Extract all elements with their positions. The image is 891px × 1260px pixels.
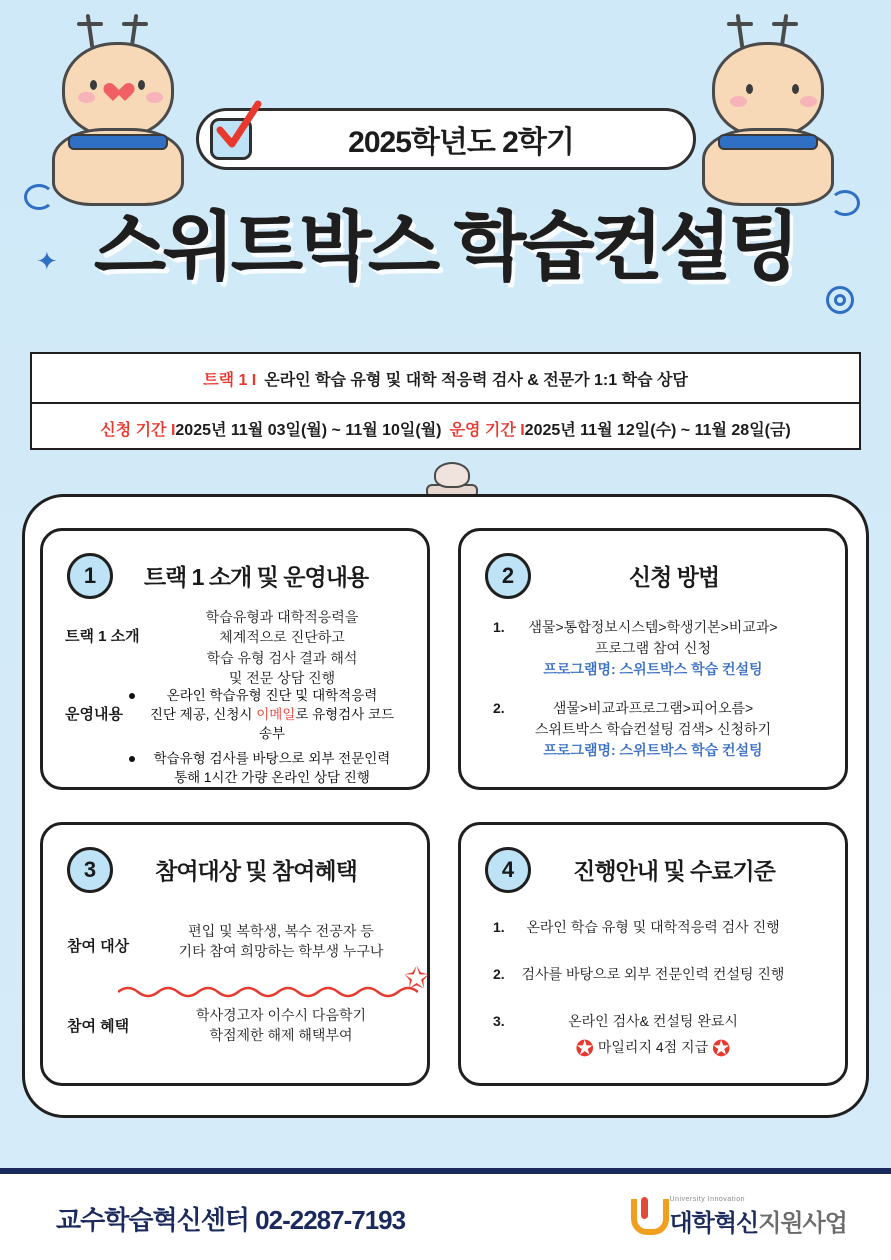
card1-bullet-line: 학습유형 검사를 바탕으로 외부 전문인력	[153, 750, 391, 766]
step-index: 1.	[493, 619, 505, 635]
step-line: 스위트박스 학습컨설팅 검색> 신청하기	[534, 721, 772, 737]
card1-bullet-line	[127, 706, 417, 725]
card1-line: 및 전문 상담 진행	[228, 669, 336, 686]
program-name: 프로그램명: 스위트박스 학습 컨설팅	[543, 661, 763, 677]
track-row	[32, 354, 859, 402]
card1-bullet-line: 송부	[258, 725, 286, 741]
logo-maintext	[670, 1203, 848, 1238]
card3-line: 학점제한 해제 해택부여	[209, 1027, 353, 1044]
page-title: 스위트박스 학습컨설팅	[94, 205, 797, 288]
card-number-badge: 1	[67, 553, 113, 599]
push-pin-head-icon	[434, 462, 470, 488]
list-item	[479, 917, 827, 938]
info-box	[30, 352, 861, 450]
operate-period-value: 2025년 11월 12일(수) ~ 11월 28일(금)	[524, 421, 791, 439]
list-item	[127, 687, 417, 744]
card1-bullet-seg: 로 유형검사 코드	[295, 706, 395, 722]
step-line: 샘물>통합정보시스템>학생기본>비교과>	[528, 619, 778, 635]
step-index: 2.	[493, 966, 505, 982]
apply-period-value: 2025년 11월 03일(월) ~ 11월 10일(월)	[175, 421, 442, 439]
application-steps-list	[461, 617, 845, 775]
semester-pill	[196, 108, 696, 170]
card-number-badge: 3	[67, 847, 113, 893]
card-title: 신청 방법	[628, 564, 720, 590]
card-track-intro	[40, 528, 430, 790]
card-title: 참여대상 및 참여혜택	[155, 858, 357, 884]
card1-bullet-line: 온라인 학습유형 진단 및 대학적응력	[166, 688, 378, 703]
sparkle-icon-left: ✦	[36, 246, 58, 276]
period-row	[32, 404, 859, 452]
circle-decoration-right-inner	[834, 294, 846, 306]
card3-row2-body	[147, 1005, 415, 1046]
step-index: 3.	[493, 1013, 505, 1029]
squiggle-underline	[118, 984, 418, 998]
card-number-badge: 2	[485, 553, 531, 599]
step-line: 검사를 바탕으로 외부 전문인력 컨설팅 진행	[521, 966, 785, 982]
card1-row1-label: 트랙 1 소개	[65, 628, 140, 645]
card-application-method	[458, 528, 848, 790]
card1-bullet-line: 통해 1시간 가량 온라인 상담 진행	[174, 769, 370, 785]
process-steps-list	[461, 917, 845, 1072]
card3-line: 편입 및 복학생, 복수 전공자 등	[188, 923, 374, 939]
list-item	[127, 750, 417, 788]
card1-line: 학습유형과 대학적응력을	[205, 609, 359, 625]
star-icon-card3: ✩	[404, 962, 430, 995]
list-item	[479, 964, 827, 985]
card3-row2-label: 참여 혜택	[67, 1018, 130, 1035]
card1-bullet-seg: 진단 제공, 신청시	[149, 706, 257, 722]
star-icon-left: ✪	[575, 1036, 594, 1061]
reward-line	[479, 1034, 827, 1061]
card1-row2-label: 운영내용	[65, 706, 123, 723]
logo-main-b: 지원사업	[758, 1210, 847, 1237]
step-index: 1.	[493, 919, 505, 935]
list-item	[479, 698, 827, 761]
bullet-dot-icon	[129, 693, 135, 699]
card1-line: 체계적으로 진단하고	[219, 629, 345, 646]
card1-row1-body	[151, 607, 413, 688]
card3-row1-body	[147, 921, 415, 962]
card-title: 트랙 1 소개 및 운영내용	[143, 564, 369, 590]
card1-line: 학습 유형 검사 결과 해석	[206, 649, 358, 666]
deer-mascot-left	[46, 8, 226, 208]
reward-text: 마일리지 4점 지급	[597, 1039, 709, 1055]
card1-operation-list	[127, 687, 417, 791]
step-line: 온라인 학습 유형 및 대학적응력 검사 진행	[526, 919, 780, 935]
card3-line: 학사경고자 이수시 다음학기	[195, 1007, 367, 1023]
university-logo-icon	[627, 1197, 661, 1237]
footer-logo	[627, 1196, 848, 1238]
card3-line: 기타 참여 희망하는 학부생 누구나	[178, 943, 384, 960]
bullet-dot-icon	[129, 756, 135, 762]
semester-label: 2025학년도 2학기	[348, 126, 574, 159]
step-index: 2.	[493, 700, 505, 716]
star-icon-right: ✪	[712, 1036, 731, 1061]
step-line: 샘물>비교과프로그램>피어오름>	[552, 700, 754, 716]
logo-main-a: 대학혁신	[669, 1210, 759, 1237]
track-text: 온라인 학습 유형 및 대학 적응력 검사 & 전문가 1:1 학습 상담	[264, 371, 688, 389]
card3-row1-label: 참여 대상	[67, 938, 130, 955]
card-title: 진행안내 및 수료기준	[573, 858, 775, 884]
program-name: 프로그램명: 스위트박스 학습 컨설팅	[543, 742, 763, 758]
apply-period-label: 신청 기간 I	[100, 421, 176, 439]
deer-mascot-right	[700, 8, 880, 208]
check-mark-icon	[212, 100, 264, 154]
card-target-benefit	[40, 822, 430, 1086]
track-label: 트랙 1 I	[203, 371, 257, 389]
list-item	[479, 617, 827, 680]
footer-contact: 교수학습혁신센터 02-2287-7193	[56, 1205, 406, 1235]
email-highlight: 이메일	[256, 706, 296, 722]
card-process-completion	[458, 822, 848, 1086]
card-number-badge: 4	[485, 847, 531, 893]
logo-subtext: University Innovation	[669, 1196, 745, 1203]
operate-period-label: 운영 기간 I	[449, 421, 525, 439]
step-line: 프로그램 참여 신청	[595, 640, 711, 656]
step-line: 온라인 검사& 컨설팅 완료시	[568, 1013, 738, 1029]
list-item	[479, 1011, 827, 1061]
